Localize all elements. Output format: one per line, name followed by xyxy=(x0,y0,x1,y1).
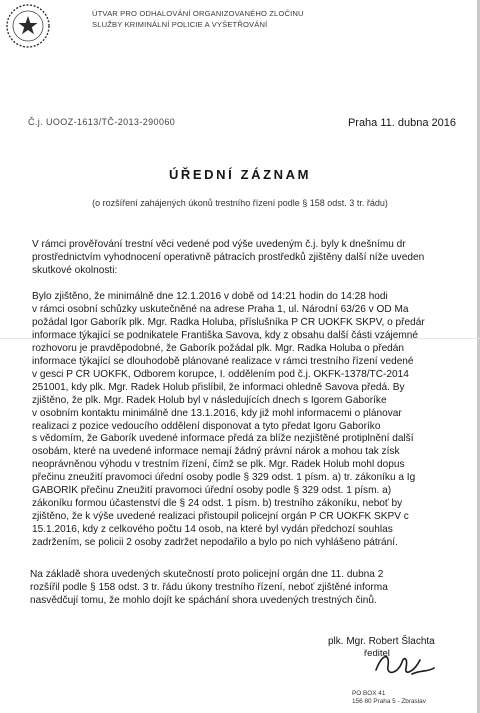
text-line: 251001, kdy plk. Mgr. Radek Holub přislíbil, že informaci ohledně Savova předá. By xyxy=(32,381,405,393)
postal-address xyxy=(352,690,426,706)
paragraph-2 xyxy=(32,291,478,550)
text-line: zadržením, se policii 2 osoby zadržet nepodařilo a bylo po nich vyhlášeno pátrání. xyxy=(32,537,398,549)
text-line: v osobním kontaktu minimálně dne 13.1.2016, kdy již mohl informacemi o plánovar xyxy=(32,407,402,419)
document-date: Praha 11. dubna 2016 xyxy=(347,117,456,129)
text-line: informace týkající se podnikatele Františka Savova, kdy z obsahu další části vzájemné xyxy=(32,329,418,341)
text-line: v rámci osobní schůzky uskutečněné na adrese Praha 1, ul. Národní 63/26 v OD Ma xyxy=(32,303,409,315)
text-line: neoprávněnou výhodu v trestním řízení, čímž se plk. Mgr. Radek Holub mohl dopus xyxy=(32,459,405,471)
text-line: informace týkající se dlouhodobě plánované realizace v rámci trestního řízení vedené xyxy=(32,355,414,367)
text-line: osobám, které na uvedené informace nemají žádný právní nárok a mohou tak získ xyxy=(32,446,400,458)
text-line: přečinu zneužití pravomoci úřední osoby podle § 329 odst. 1 písm. a) tr. zákoníku a Ig xyxy=(32,472,416,484)
text-line: skutkové okolnosti: xyxy=(32,265,118,276)
text-line: rozhovoru je pravděpodobné, že Gaborík požádal plk. Mgr. Radka Holuba o předán xyxy=(32,342,405,354)
text-line: prostřednictvím vyhodnocení operativně pátracích prostředků zjištěny další níže uveden xyxy=(32,252,425,263)
text-line: 15.1.2016, kdy z celkového počtu 14 osob, na které byl vydán předchozí souhlas xyxy=(32,524,393,536)
document-subtitle: (o rozšíření zahájených úkonů trestního řízení podle § 158 odst. 3 tr. řádu) xyxy=(92,198,388,208)
organization-line-2: SLUŽBY KRIMINÁLNÍ POLICIE A VYŠETŘOVÁNÍ xyxy=(92,20,268,29)
document-title: ÚŘEDNÍ ZÁZNAM xyxy=(168,167,312,182)
handwritten-signature xyxy=(368,648,438,682)
signatory-role: ředitel xyxy=(364,648,390,659)
text-line: V rámci prověřování trestní věci vedené pod výše uvedeným č.j. byly k dnešnímu dr xyxy=(32,239,406,250)
signatory-name: plk. Mgr. Robert Šlachta xyxy=(328,636,435,647)
paragraph-3 xyxy=(30,568,476,607)
text-line: realizaci z pozice vedoucího oddělení disponovat a tyto předat Igoru Gaboríko xyxy=(32,420,381,432)
address-line-1: PO BOX 41 xyxy=(352,690,386,697)
text-line: s vědomím, že Gaborík uvedené informace předá za blíže nezjištěné protiplnění další xyxy=(32,433,414,445)
text-line: požádal Igor Gaborík plk. Mgr. Radka Holuba, příslušníka P ČR ÚOKFK SKPV, o předár xyxy=(32,316,425,328)
paragraph-1 xyxy=(32,238,478,277)
text-line: rozšířil podle § 158 odst. 3 tr. řádu úkony trestního řízení, neboť zjištěné informa xyxy=(30,582,388,593)
text-line: nasvědčují tomu, že mohlo dojít ke spáchání shora uvedených trestných činů. xyxy=(30,595,377,606)
address-line-2: 156 80 Praha 5 - Zbraslav xyxy=(352,698,426,705)
text-line: v gesci P ČR ÚOKFK, Odborem korupce, I. oddělením pod č.j. OKFK-1378/TČ-2014 xyxy=(32,368,409,380)
organization-header xyxy=(92,8,304,30)
police-seal-logo xyxy=(4,2,52,50)
text-line: zákoníku formou účastenství dle § 24 odst. 1 písm. b) trestního zákoníku, neboť by xyxy=(32,498,403,510)
text-line: GABORÍK přečinu Zneužití pravomoci úřední osoby podle § 329 odst. 1 písm. a) xyxy=(32,485,392,497)
text-line: Bylo zjištěno, že minimálně dne 12.1.2016 v době od 14:21 hodin do 14:28 hodi xyxy=(32,291,388,302)
text-line: zjištěno, že plk. Mgr. Radek Holub byl v následujících dnech s Igorem Gaboríke xyxy=(32,394,387,406)
reference-number: Č.j. UOOZ-1613/TČ-2013-290060 xyxy=(28,117,176,127)
text-line: Na základě shora uvedených skutečností proto policejní orgán dne 11. dubna 2 xyxy=(30,569,384,580)
text-line: zjištěno, že k výše uvedené realizaci přistoupil policejní orgán P ČR ÚOKFK SKPV c xyxy=(32,511,409,523)
organization-line-1: ÚTVAR PRO ODHALOVÁNÍ ORGANIZOVANÉHO ZLOČINU xyxy=(92,9,304,18)
